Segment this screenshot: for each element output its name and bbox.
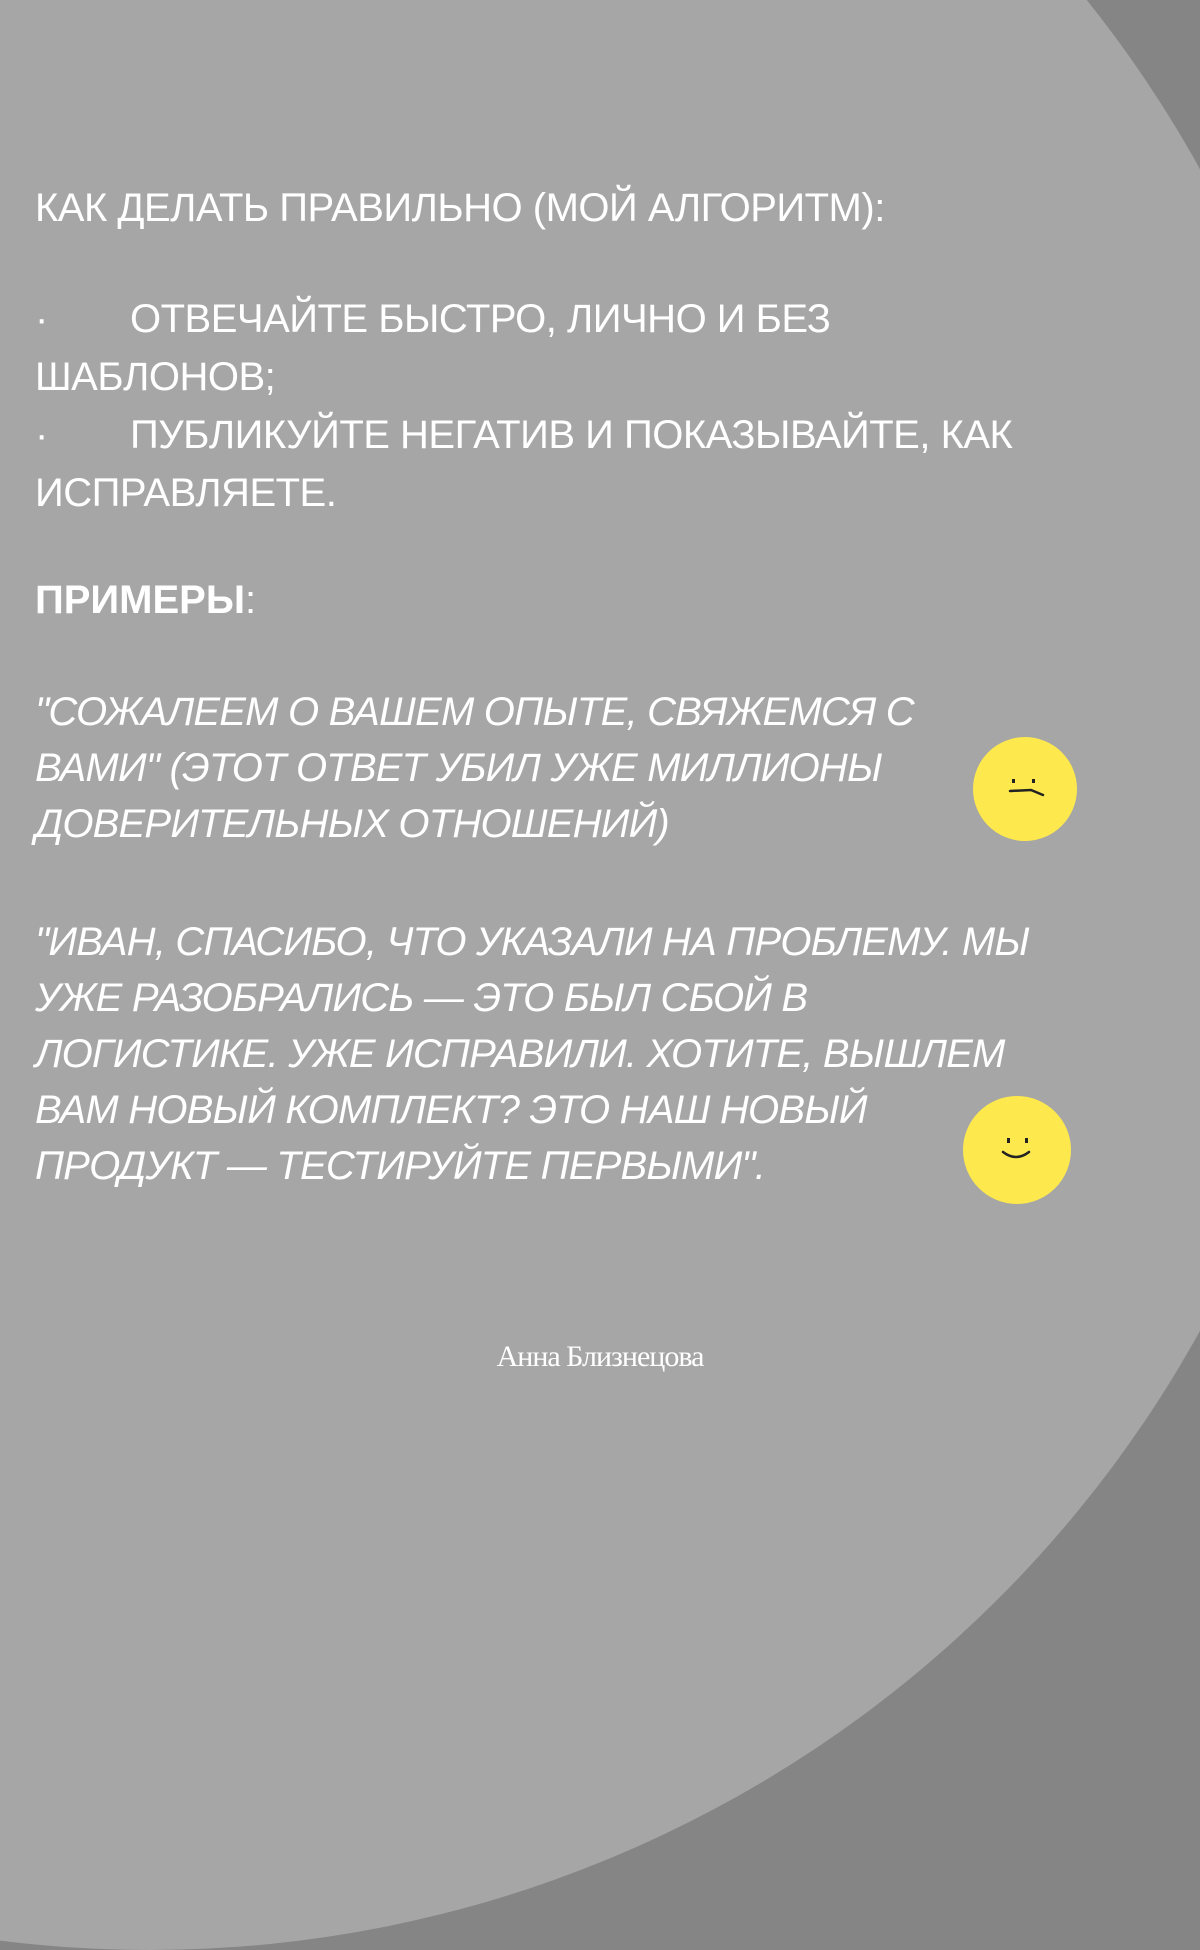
bullet-item: [35, 406, 1075, 522]
bullet-marker: ·: [35, 413, 48, 457]
examples-heading: [35, 572, 256, 628]
author-signature: Анна Близнецова: [496, 1340, 704, 1373]
section-heading: КАК ДЕЛАТЬ ПРАВИЛЬНО (МОЙ АЛГОРИТМ):: [35, 186, 885, 230]
bullet-item: [35, 290, 1075, 406]
bullet-text: ПУБЛИКУЙТЕ НЕГАТИВ И ПОКАЗЫВАЙТЕ, КАК ИСПРАВЛЯЕТЕ.: [35, 413, 1013, 515]
smiling-face-icon: [963, 1096, 1071, 1204]
bullet-text: ОТВЕЧАЙТЕ БЫСТРО, ЛИЧНО И БЕЗ ШАБЛОНОВ;: [35, 297, 831, 399]
bullet-marker: ·: [35, 297, 48, 341]
neutral-face-icon: [973, 737, 1077, 841]
examples-colon: :: [245, 578, 257, 622]
quote-bad-example: "СОЖАЛЕЕМ О ВАШЕМ ОПЫТЕ, СВЯЖЕМСЯ С ВАМИ" (ЭТОТ ОТВЕТ УБИЛ УЖЕ МИЛЛИОНЫ ДОВЕРИТЕЛЬНЫХ ОТНОШЕНИЙ): [35, 690, 914, 846]
quote-good-example: "ИВАН, СПАСИБО, ЧТО УКАЗАЛИ НА ПРОБЛЕМУ. МЫ УЖЕ РАЗОБРАЛИСЬ — ЭТО БЫЛ СБОЙ В ЛОГИСТИКЕ. УЖЕ ИСПРАВИЛИ. ХОТИТЕ, ВЫШЛЕМ ВАМ НОВЫЙ КОМПЛЕКТ? ЭТО НАШ НОВЫЙ ПРОДУКТ — ТЕСТИРУЙТЕ ПЕРВЫМИ".: [35, 920, 1030, 1188]
examples-label: ПРИМЕРЫ: [35, 578, 246, 622]
